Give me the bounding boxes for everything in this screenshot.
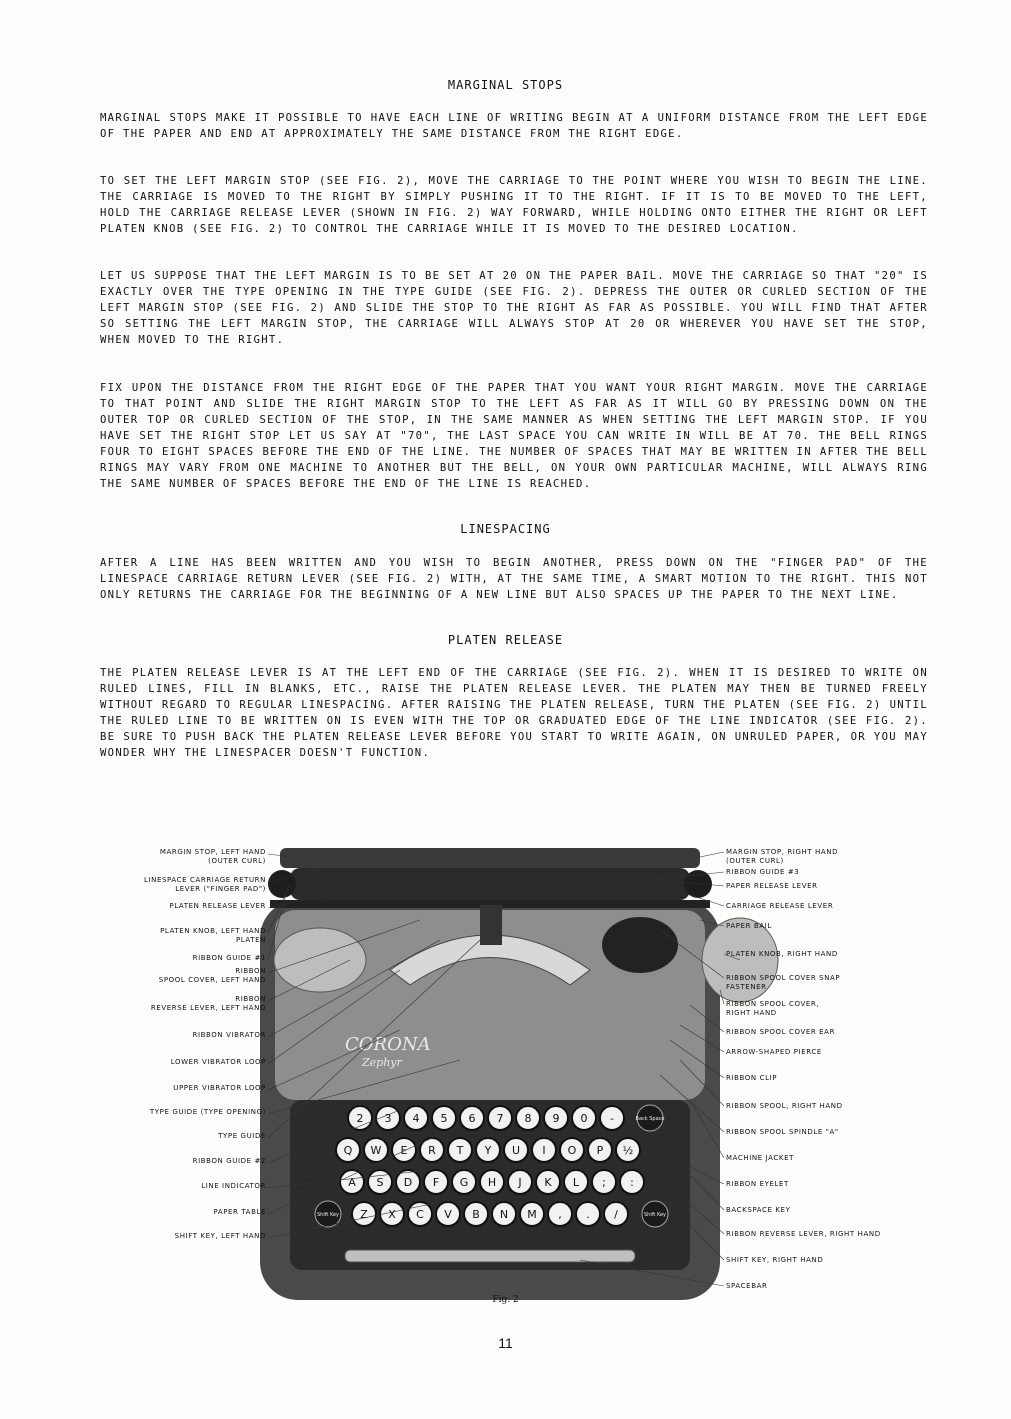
callout-right-4: PAPER BAIL <box>726 922 772 930</box>
key-label-8: 8 <box>524 1112 532 1125</box>
callout-left-1: LINESPACE CARRIAGE RETURN LEVER ("FINGER PAD") <box>143 876 266 893</box>
platen-knob-right <box>684 870 712 898</box>
paragraph-linespacing: AFTER A LINE HAS BEEN WRITTEN AND YOU WISH TO BEGIN ANOTHER, PRESS DOWN ON THE "FINGER PAD" OF THE LINESPACE CARRIAGE RETURN LEVER (SEE FIG. 2) WITH, AT THE SAME TIME, A SMART MOTION TO THE RIGHT. THIS NOT ONLY RETURNS THE CARRIAGE FOR THE BEGINNING OF A NEW LINE BUT ALSO SPACES UP THE PAPER TO THE NEXT LINE. <box>100 557 928 601</box>
callout-right-1: RIBBON GUIDE #3 <box>726 868 800 876</box>
key-label-9: 9 <box>552 1112 560 1125</box>
figure-caption: Fig. 2 <box>492 1295 519 1305</box>
key-label-E: E <box>400 1144 408 1157</box>
callout-left-5: RIBBON SPOOL COVER, LEFT HAND <box>158 967 266 984</box>
ribbon-spool-cover-left <box>274 928 366 992</box>
callout-right-7: RIBBON SPOOL COVER, RIGHT HAND <box>726 1000 820 1017</box>
ribbon-spool-right <box>602 917 678 973</box>
callout-right-13: MACHINE JACKET <box>726 1154 794 1162</box>
callout-right-12: RIBBON SPOOL SPINDLE "A" <box>726 1128 839 1136</box>
key-label-F: F <box>432 1176 440 1189</box>
callout-left-3: PLATEN KNOB, LEFT HAND PLATEN <box>160 927 266 944</box>
callout-left-8: LOWER VIBRATOR LOOP <box>170 1058 266 1066</box>
callout-right-11: RIBBON SPOOL, RIGHT HAND <box>726 1102 843 1110</box>
callout-left-11: TYPE GUIDE <box>218 1132 266 1140</box>
callout-left-0: MARGIN STOP, LEFT HAND (OUTER CURL) <box>159 848 266 865</box>
key-label-H: H <box>487 1176 497 1189</box>
heading-linespacing: LINESPACING <box>460 522 551 536</box>
paragraph-left-margin: TO SET THE LEFT MARGIN STOP (SEE FIG. 2), MOVE THE CARRIAGE TO THE POINT WHERE YOU WISH TO BEGIN THE LINE. THE CARRIAGE IS MOVED TO THE RIGHT BY SIMPLY PUSHING IT TO THE RIGHT. IF IT IS TO BE MOVED TO THE LEFT, HOLD THE CARRIAGE RELEASE LEVER (SHOWN IN FIG. 2) WAY FORWARD, WHILE HOLDING ONTO EITHER THE RIGHT OR LEFT PLATEN KNOB (SEE FIG. 2) TO CONTROL THE CARRIAGE WHILE IT IS MOVED TO THE DESIRED LOCATION. <box>100 175 928 235</box>
key-label-6: 6 <box>468 1112 476 1125</box>
key-label-L: L <box>572 1176 580 1189</box>
key-label-J: J <box>518 1176 522 1189</box>
callout-right-3: CARRIAGE RELEASE LEVER <box>726 902 834 910</box>
key-label-3: 3 <box>384 1112 392 1125</box>
key-label-/: / <box>614 1208 618 1221</box>
heading-platen-release: PLATEN RELEASE <box>447 633 564 647</box>
heading-marginal-stops: MARGINAL STOPS <box>447 78 564 92</box>
key-label-Q: Q <box>343 1144 353 1157</box>
brand-logo: CORONA <box>345 1034 431 1055</box>
callout-left-14: PAPER TABLE <box>213 1208 266 1216</box>
key-label-C: C <box>416 1208 424 1221</box>
key-label-Y: Y <box>484 1144 492 1157</box>
key-label-P: P <box>596 1144 604 1157</box>
key-label-.: . <box>586 1208 590 1221</box>
key-label-V: V <box>444 1208 452 1221</box>
key-label-G: G <box>459 1176 469 1189</box>
callout-right-5: PLATEN KNOB, RIGHT HAND <box>726 950 838 958</box>
key-label-S: S <box>376 1176 384 1189</box>
key-label-R: R <box>428 1144 436 1157</box>
key-label-W: W <box>370 1144 382 1157</box>
callout-right-14: RIBBON EYELET <box>726 1180 789 1188</box>
spacebar <box>345 1250 635 1262</box>
callout-left-4: RIBBON GUIDE #1 <box>192 954 266 962</box>
callout-right-17: SHIFT KEY, RIGHT HAND <box>726 1256 824 1264</box>
callout-left-7: RIBBON VIBRATOR <box>192 1031 266 1039</box>
model-logo: Zephyr <box>362 1056 402 1069</box>
callout-right-18: SPACEBAR <box>726 1282 768 1290</box>
shift-key-left-label: Shift Key <box>316 1212 340 1218</box>
paragraph-platen-release: THE PLATEN RELEASE LEVER IS AT THE LEFT END OF THE CARRIAGE (SEE FIG. 2). WHEN IT IS DESIRED TO WRITE ON RULED LINES, FILL IN BLANKS, ETC., RAISE THE PLATEN RELEASE LEVER. THE PLATEN MAY THEN BE TURNED FREELY WITHOUT REGARD TO REGULAR LINESPACING. AFTER RAISING THE PLATEN RELEASE, TURN THE PLATEN (SEE FIG. 2) UNTIL THE RULED LINE TO BE WRITTEN ON IS EVEN WITH THE TOP OR GRADUATED EDGE OF THE LINE INDICATOR (SEE FIG. 2). BE SURE TO PUSH BACK THE PLATEN RELEASE LEVER BEFORE YOU START TO WRITE AGAIN, ON UNRULED PAPER, OR YOU MAY WONDER WHY THE LINESPACER DOESN'T FUNCTION. <box>100 667 928 759</box>
callout-left-9: UPPER VIBRATOR LOOP <box>173 1084 266 1092</box>
key-label-2: 2 <box>356 1112 364 1125</box>
callout-right-0: MARGIN STOP, RIGHT HAND (OUTER CURL) <box>726 848 839 865</box>
typewriter-figure <box>100 810 932 1320</box>
callout-left-2: PLATEN RELEASE LEVER <box>169 902 266 910</box>
callout-right-16: RIBBON REVERSE LEVER, RIGHT HAND <box>726 1230 881 1238</box>
page-number: 11 <box>498 1335 513 1351</box>
key-label-A: A <box>348 1176 356 1189</box>
key-label-;: ; <box>602 1176 606 1189</box>
paragraph-marginal-intro: MARGINAL STOPS MAKE IT POSSIBLE TO HAVE EACH LINE OF WRITING BEGIN AT A UNIFORM DISTANCE FROM THE LEFT EDGE OF THE PAPER AND END AT APPROXIMATELY THE SAME DISTANCE FROM THE RIGHT EDGE. <box>100 112 928 140</box>
platen-knob-left <box>268 870 296 898</box>
callout-right-6: RIBBON SPOOL COVER SNAP FASTENER <box>726 974 841 991</box>
callout-left-13: LINE INDICATOR <box>201 1182 266 1190</box>
backspace-key-label: Back Space <box>635 1116 665 1122</box>
key-label-½: ½ <box>622 1144 634 1157</box>
key-label-I: I <box>542 1144 546 1157</box>
callout-left-6: RIBBON REVERSE LEVER, LEFT HAND <box>150 995 266 1012</box>
callout-left-12: RIBBON GUIDE #2 <box>192 1157 266 1165</box>
key-label-5: 5 <box>440 1112 448 1125</box>
key-label-B: B <box>472 1208 480 1221</box>
callout-right-2: PAPER RELEASE LEVER <box>726 882 818 890</box>
callout-left-15: SHIFT KEY, LEFT HAND <box>174 1232 266 1240</box>
carriage-top <box>280 848 700 868</box>
callout-right-8: RIBBON SPOOL COVER EAR <box>726 1028 836 1036</box>
key-label-:: : <box>630 1176 634 1189</box>
key-label-4: 4 <box>412 1112 420 1125</box>
callout-left-10: TYPE GUIDE (TYPE OPENING) <box>149 1108 266 1116</box>
callout-right-10: RIBBON CLIP <box>726 1074 778 1082</box>
key-label-T: T <box>456 1144 464 1157</box>
key-label-7: 7 <box>496 1112 504 1125</box>
shift-key-right-label: Shift Key <box>643 1212 667 1218</box>
key-label-U: U <box>511 1144 521 1157</box>
callout-right-15: BACKSPACE KEY <box>726 1206 791 1214</box>
paragraph-margin-example: LET US SUPPOSE THAT THE LEFT MARGIN IS TO BE SET AT 20 ON THE PAPER BAIL. MOVE THE CARRIAGE SO THAT "20" IS EXACTLY OVER THE TYPE OPENING IN THE TYPE GUIDE (SEE FIG. 2). DEPRESS THE OUTER OR CURLED SECTION OF THE LEFT MARGIN STOP (SEE FIG. 2) AND SLIDE THE STOP TO THE RIGHT AS FAR AS POSSIBLE. YOU WILL FIND THAT AFTER SO SETTING THE LEFT MARGIN STOP, THE CARRIAGE WILL ALWAYS STOP AT 20 OR WHEREVER YOU HAVE SET THE STOP, WHEN MOVED TO THE RIGHT. <box>100 270 928 346</box>
key-label-Z: Z <box>360 1208 368 1221</box>
key-label-,: , <box>558 1208 562 1221</box>
key-label--: - <box>610 1112 614 1125</box>
paragraph-right-margin: FIX UPON THE DISTANCE FROM THE RIGHT EDGE OF THE PAPER THAT YOU WANT YOUR RIGHT MARGIN. MOVE THE CARRIAGE TO THAT POINT AND SLIDE THE RIGHT MARGIN STOP TO THE LEFT AS FAR AS IT WILL GO BY PRESSING DOWN ON THE OUTER TOP OR CURLED SECTION OF THE STOP, IN THE SAME MANNER AS WHEN SETTING THE LEFT MARGIN STOP. IF YOU HAVE SET THE RIGHT STOP LET US SAY AT "70", THE LAST SPACE YOU CAN WRITE IN WILL BE AT 70. THE BELL RINGS FOUR TO EIGHT SPACES BEFORE THE END OF THE LINE. THE NUMBER OF SPACES THAT MAY BE WRITTEN IN AFTER THE BELL RINGS MAY VARY FROM ONE MACHINE TO ANOTHER BUT THE BELL, ON YOUR OWN PARTICULAR MACHINE, WILL ALWAYS RING THE SAME NUMBER OF SPACES BEFORE THE END OF THE LINE IS REACHED. <box>100 382 928 490</box>
callout-right-9: ARROW-SHAPED PIERCE <box>726 1048 822 1056</box>
key-label-M: M <box>527 1208 537 1221</box>
key-label-X: X <box>388 1208 396 1221</box>
key-label-D: D <box>403 1176 413 1189</box>
key-label-O: O <box>567 1144 577 1157</box>
key-label-0: 0 <box>580 1112 588 1125</box>
platen <box>290 868 690 900</box>
key-label-N: N <box>499 1208 509 1221</box>
type-guide <box>480 905 502 945</box>
key-label-K: K <box>544 1176 552 1189</box>
